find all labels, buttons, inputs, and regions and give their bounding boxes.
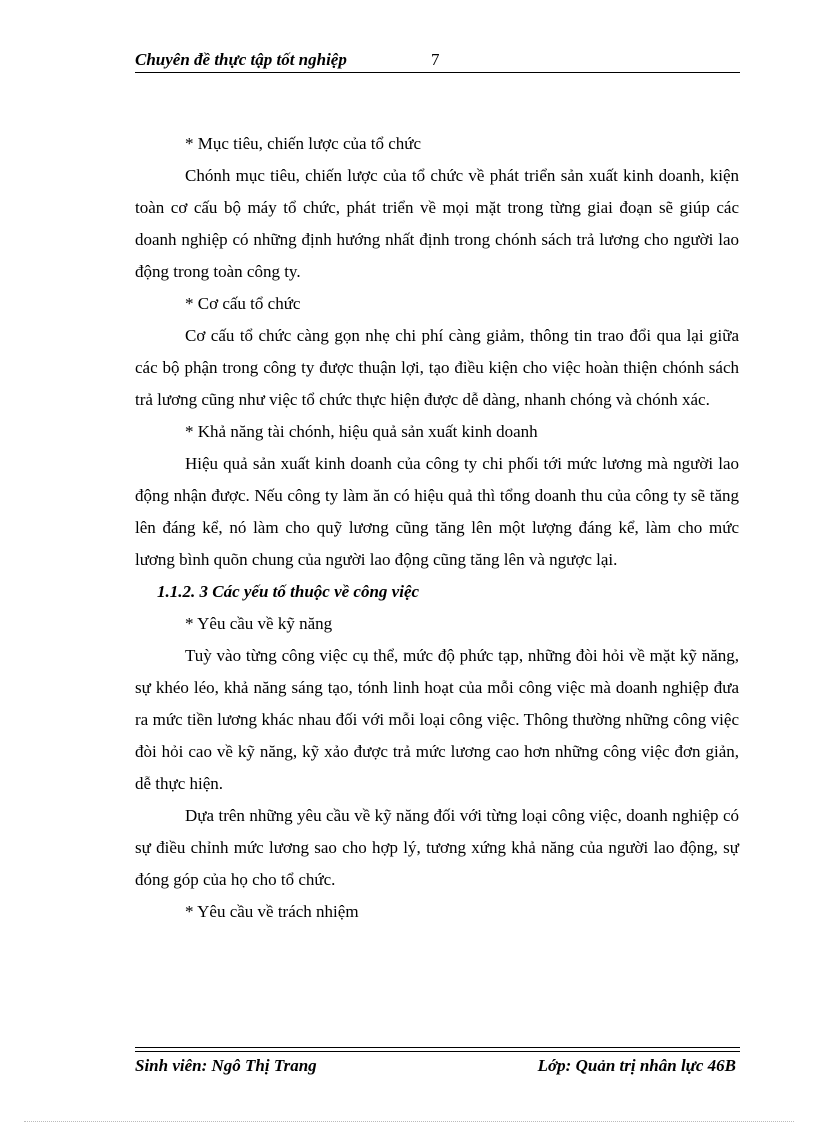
subheading-objectives: * Mục tiêu, chiến lược của tổ chức — [185, 134, 422, 153]
page-footer — [135, 1047, 740, 1081]
paragraph-structure: Cơ cấu tổ chức càng gọn nhẹ chi phí càng giảm, thông tin trao đổi qua lại giữa các bộ phận trong công ty được thuận lợi, tạo điều kiện cho việc hoàn thiện chónh sách trả lương cũng như việc tổ chức thực hiện được dễ dàng, nhanh chóng và chónh xác. — [135, 326, 739, 409]
paragraph-finance: Hiệu quả sản xuất kinh doanh của công ty chi phối tới mức lương mà người lao động nhận được. Nếu công ty làm ăn có hiệu quả thì tổng doanh thu của công ty sẽ tăng lên đáng kể, nó làm cho quỹ lương cũng tăng lên một lượng đáng kể, làm cho mức lương bình quõn chung của người lao động cũng tăng lên và ngược lại. — [135, 454, 739, 569]
footer-rule-bottom — [135, 1051, 740, 1052]
student-name: Sinh viên: Ngô Thị Trang — [135, 1056, 317, 1075]
subheading-finance: * Khả năng tài chónh, hiệu quả sản xuất kinh doanh — [185, 422, 538, 441]
page-bottom-border — [24, 1121, 794, 1122]
page-number: 7 — [431, 50, 440, 69]
subheading-structure: * Cơ cấu tổ chức — [185, 294, 301, 313]
footer-rule-top — [135, 1047, 740, 1048]
document-title: Chuyên đề thực tập tốt nghiệp — [135, 50, 347, 69]
class-name: Lớp: Quản trị nhân lực 46B — [537, 1056, 736, 1075]
section-heading: 1.1.2. 3 Các yếu tố thuộc về công việc — [157, 582, 420, 601]
document-body — [135, 128, 739, 928]
subheading-responsibility: * Yêu cầu về trách nhiệm — [185, 902, 359, 921]
paragraph-objectives: Chónh mục tiêu, chiến lược của tổ chức về phát triển sản xuất kinh doanh, kiện toàn cơ cấu bộ máy tổ chức, phát triển về mọi mặt trong từng giai đoạn sẽ giúp các doanh nghiệp có những định hướng nhất định trong chónh sách trả lương cho người lao động trong toàn công ty. — [135, 166, 739, 281]
paragraph-skills: Tuỳ vào từng công việc cụ thể, mức độ phức tạp, những đòi hỏi về mặt kỹ năng, sự khéo léo, khả năng sáng tạo, tónh linh hoạt của mỗi công việc mà doanh nghiệp đưa ra mức tiền lương khác nhau đối với mỗi loại công việc. Thông thường những công việc đòi hỏi cao về kỹ năng, kỹ xảo được trả mức lương cao hơn những công việc đơn giản, dễ thực hiện. — [135, 646, 739, 793]
paragraph-skills-adjustment: Dựa trên những yêu cầu về kỹ năng đối với từng loại công việc, doanh nghiệp có sự điều chỉnh mức lương sao cho hợp lý, tương xứng khả năng của người lao động, sự đóng góp của họ cho tổ chức. — [135, 806, 739, 889]
subheading-skills: * Yêu cầu về kỹ năng — [185, 614, 333, 633]
header-rule — [135, 72, 740, 73]
page-header — [135, 48, 740, 74]
